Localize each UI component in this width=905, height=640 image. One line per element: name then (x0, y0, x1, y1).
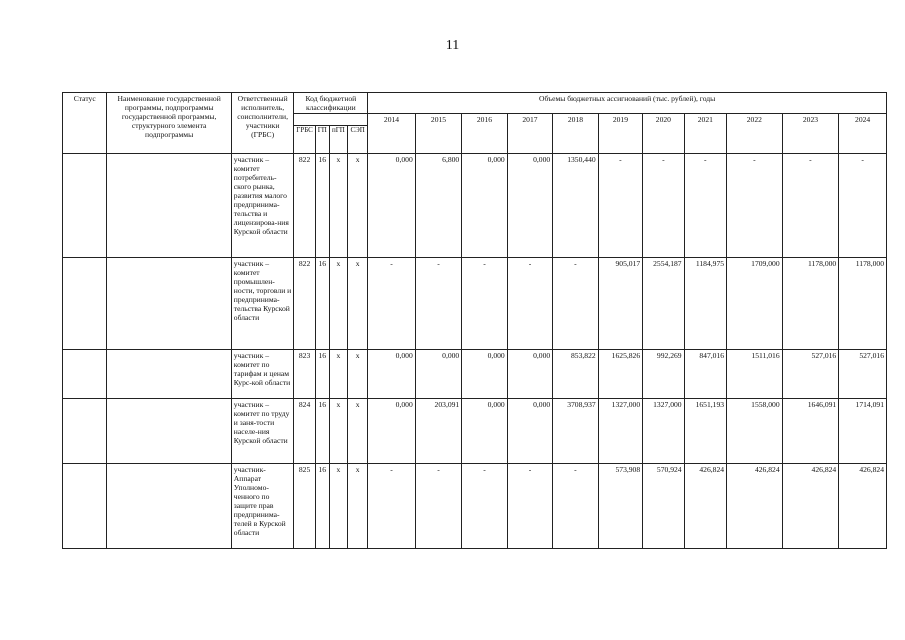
value-cell: 0,000 (507, 154, 552, 258)
value-cell: 426,824 (727, 464, 783, 549)
value-cell: - (462, 464, 507, 549)
header-year: 2019 (598, 114, 642, 154)
header-year: 2020 (643, 114, 684, 154)
name-cell (107, 399, 231, 464)
executor-cell: участник – комитет промышлен-ности, торговли и предпринима-тельства Курской области (231, 258, 294, 350)
header-code-col: ГП (315, 126, 329, 154)
value-cell: 2554,187 (643, 258, 684, 350)
value-cell: - (507, 464, 552, 549)
header-executor: Ответственный исполнитель, соисполнители, участники (ГРБС) (231, 93, 294, 154)
value-cell: - (368, 464, 416, 549)
value-cell: 1511,016 (727, 350, 783, 399)
value-cell: 1625,826 (598, 350, 642, 399)
header-code-col: ГРБС (294, 126, 315, 154)
gp-cell: 16 (315, 350, 329, 399)
value-cell: 1651,193 (684, 399, 726, 464)
value-cell: 203,091 (415, 399, 461, 464)
executor-cell: участник – комитет по тарифам и ценам Курс-кой области (231, 350, 294, 399)
value-cell: - (368, 258, 416, 350)
value-cell: - (553, 258, 598, 350)
sep-cell: x (348, 258, 368, 350)
value-cell: 853,822 (553, 350, 598, 399)
name-cell (107, 258, 231, 350)
value-cell: 905,017 (598, 258, 642, 350)
gp-cell: 16 (315, 399, 329, 464)
value-cell: 0,000 (507, 350, 552, 399)
value-cell: 1178,000 (839, 258, 887, 350)
pgp-cell: x (329, 350, 347, 399)
budget-table (62, 92, 887, 549)
value-cell: 0,000 (462, 154, 507, 258)
value-cell: - (684, 154, 726, 258)
page-number: 11 (445, 38, 460, 53)
header-volumes-group: Объемы бюджетных ассигнований (тыс. рублей), годы (368, 93, 887, 114)
grbs-cell: 822 (294, 258, 315, 350)
value-cell: 0,000 (507, 399, 552, 464)
status-cell (63, 258, 107, 350)
status-cell (63, 399, 107, 464)
value-cell: 6,800 (415, 154, 461, 258)
gp-cell: 16 (315, 464, 329, 549)
executor-cell: участник – комитет по труду и заня-тости населе-ния Курской области (231, 399, 294, 464)
value-cell: 527,016 (782, 350, 839, 399)
pgp-cell: x (329, 399, 347, 464)
value-cell: - (415, 258, 461, 350)
executor-cell: участник – комитет потребитель-ского рынка, развития малого предпринима-тельства и лицензирова-ния Курской области (231, 154, 294, 258)
header-year: 2014 (368, 114, 416, 154)
value-cell: - (598, 154, 642, 258)
executor-cell: участник-Аппарат Уполномо-ченного по защите прав предпринима-телей в Курской области (231, 464, 294, 549)
value-cell: 0,000 (462, 350, 507, 399)
name-cell (107, 154, 231, 258)
value-cell: - (462, 258, 507, 350)
grbs-cell: 822 (294, 154, 315, 258)
value-cell: 426,824 (782, 464, 839, 549)
pgp-cell: x (329, 154, 347, 258)
value-cell: 1646,091 (782, 399, 839, 464)
value-cell: 0,000 (368, 350, 416, 399)
value-cell: 426,824 (839, 464, 887, 549)
value-cell: 570,924 (643, 464, 684, 549)
header-year: 2015 (415, 114, 461, 154)
sep-cell: x (348, 399, 368, 464)
value-cell: - (643, 154, 684, 258)
value-cell: 1714,091 (839, 399, 887, 464)
value-cell: - (415, 464, 461, 549)
value-cell: 1327,000 (643, 399, 684, 464)
table-row (63, 258, 887, 350)
header-year: 2021 (684, 114, 726, 154)
header-code-col: СЭП (348, 126, 368, 154)
value-cell: - (839, 154, 887, 258)
table-row (63, 464, 887, 549)
table-row (63, 154, 887, 258)
header-name: Наименование государственной программы, подпрограммы государственной программы, структурного элемента подпрограммы (107, 93, 231, 154)
value-cell: 0,000 (368, 154, 416, 258)
header-year: 2023 (782, 114, 839, 154)
value-cell: 1709,000 (727, 258, 783, 350)
status-cell (63, 464, 107, 549)
sep-cell: x (348, 350, 368, 399)
value-cell: 1327,000 (598, 399, 642, 464)
value-cell: 1350,440 (553, 154, 598, 258)
sep-cell: x (348, 154, 368, 258)
value-cell: 0,000 (415, 350, 461, 399)
value-cell: 847,016 (684, 350, 726, 399)
header-code-group: Код бюджетной классификации (294, 93, 368, 114)
table-row (63, 399, 887, 464)
pgp-cell: x (329, 258, 347, 350)
header-year: 2017 (507, 114, 552, 154)
pgp-cell: x (329, 464, 347, 549)
value-cell: 0,000 (368, 399, 416, 464)
header-code-col: пГП (329, 126, 347, 154)
status-cell (63, 350, 107, 399)
table-row (63, 350, 887, 399)
header-year: 2022 (727, 114, 783, 154)
value-cell: 3708,937 (553, 399, 598, 464)
name-cell (107, 464, 231, 549)
sep-cell: x (348, 464, 368, 549)
value-cell: 426,824 (684, 464, 726, 549)
header-year: 2024 (839, 114, 887, 154)
gp-cell: 16 (315, 154, 329, 258)
value-cell: 0,000 (462, 399, 507, 464)
gp-cell: 16 (315, 258, 329, 350)
header-year: 2018 (553, 114, 598, 154)
value-cell: 527,016 (839, 350, 887, 399)
value-cell: - (782, 154, 839, 258)
name-cell (107, 350, 231, 399)
value-cell: 1184,975 (684, 258, 726, 350)
value-cell: - (553, 464, 598, 549)
value-cell: 573,908 (598, 464, 642, 549)
grbs-cell: 824 (294, 399, 315, 464)
status-cell (63, 154, 107, 258)
value-cell: 992,269 (643, 350, 684, 399)
grbs-cell: 823 (294, 350, 315, 399)
grbs-cell: 825 (294, 464, 315, 549)
header-year: 2016 (462, 114, 507, 154)
value-cell: 1558,000 (727, 399, 783, 464)
value-cell: - (727, 154, 783, 258)
header-status: Статус (63, 93, 107, 154)
value-cell: 1178,000 (782, 258, 839, 350)
value-cell: - (507, 258, 552, 350)
header-code-spacer (294, 114, 368, 126)
